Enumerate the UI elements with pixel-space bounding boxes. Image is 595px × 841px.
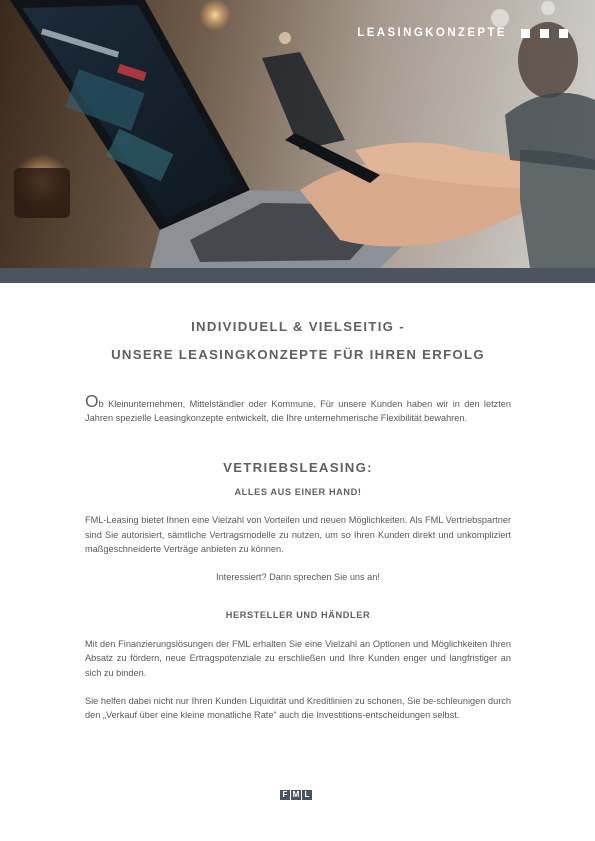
logo-letter-m: M (292, 790, 300, 799)
hero-image (0, 0, 595, 268)
three-squares-icon (521, 29, 568, 38)
fml-logo (280, 790, 312, 800)
page-headline (85, 313, 511, 369)
headline-line-1: INDIVIDUELL & VIELSEITIG - (191, 319, 405, 334)
section-subtitle-alles-aus-einer-hand: ALLES AUS EINER HAND! (234, 487, 362, 498)
section-subtitle-hersteller: HERSTELLER UND HÄNDLER (225, 610, 371, 621)
hersteller-paragraph-1: Mit den Finanzierungslösungen der FML erhalten Sie eine Vielzahl an Optionen und Möglichkeiten Ihren Absatz zu fördern, neue Ertragspotenziale zu erschließen und Ihre Kunden enger und langfristiger an sich zu binden. (85, 639, 511, 678)
page-header-title: LEASINGKONZEPTE (357, 27, 507, 39)
laptop-photo-illustration (0, 0, 595, 268)
logo-letter-l: L (302, 790, 312, 800)
section-title-vertriebsleasing: VETRIEBSLEASING: (223, 460, 373, 476)
headline-line-2: UNSERE LEASINGKONZEPTE FÜR IHREN ERFOLG (111, 347, 485, 362)
vertrieb-paragraph: FML-Leasing bietet Ihnen eine Vielzahl von Vorteilen und neuen Möglichkeiten. Als FML Vertriebspartner sind Sie autorisiert, sämtliche Vertragsmodelle zu nutzen, um so Ihren Kunden direkt und unkompliziert maßgeschneiderte Verträge anbieten zu können. (85, 515, 511, 554)
main-content (85, 313, 511, 722)
accent-bar (0, 268, 595, 283)
intro-dropcap: O (85, 391, 99, 411)
logo-letter-f: F (280, 790, 290, 800)
intro-paragraph (85, 391, 511, 425)
intro-text: b Kleinunternehmen, Mittelständler oder Kommune. Für unsere Kunden haben wir in den letzten Jahren spezielle Leasingkonzepte entwickelt, die Ihre unternehmerische Flexibilität bewahren. (85, 399, 511, 424)
vertrieb-cta: Interessiert? Dann sprechen Sie uns an! (216, 572, 380, 583)
hersteller-paragraph-2: Sie helfen dabei nicht nur Ihren Kunden Liquidität und Kreditlinien zu schonen, Sie be-schleunigen durch den „Verkauf über eine kleine monatliche Rate“ auch die Investitions-entscheidungen selbst. (85, 695, 511, 721)
